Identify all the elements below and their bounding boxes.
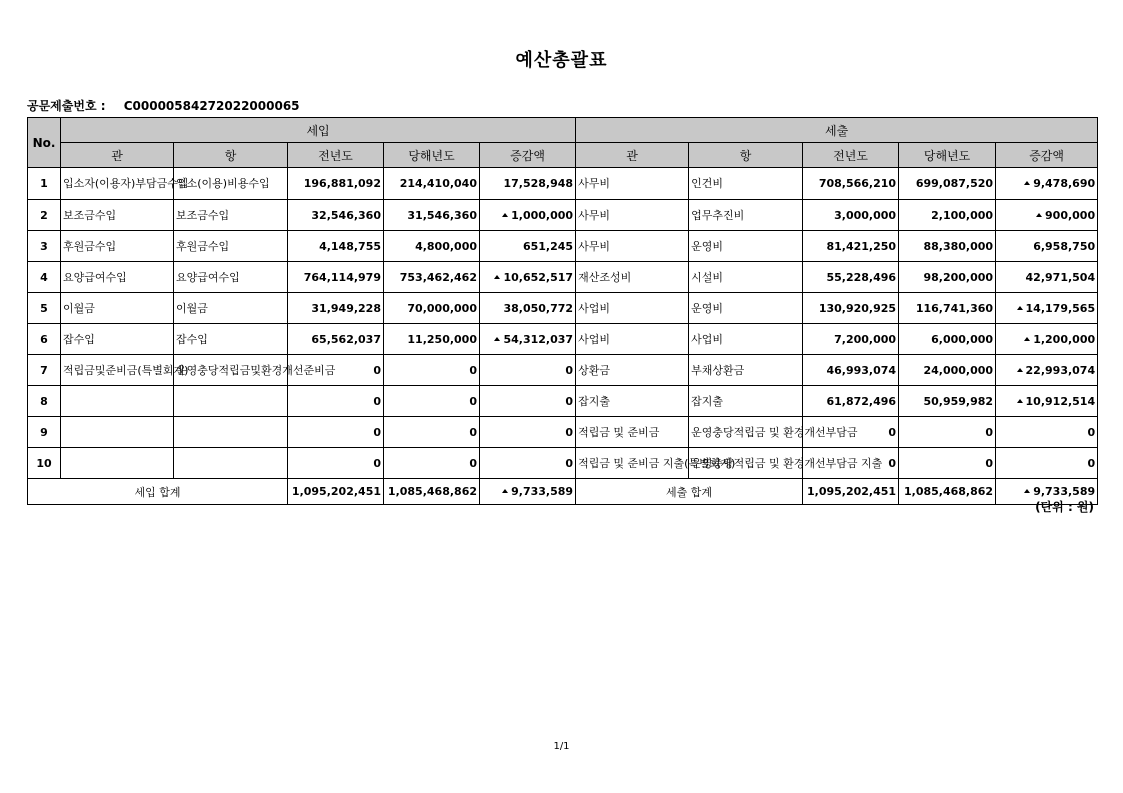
- expense-hang: 인건비: [689, 168, 803, 200]
- income-gwan: [61, 386, 174, 417]
- income-gwan: 적립금및준비금(특별회계): [61, 355, 174, 386]
- income-hang: 이월금: [174, 293, 288, 324]
- expense-diff-value: 14,179,565: [1025, 301, 1096, 315]
- income-hang: [174, 448, 288, 479]
- table-row: [28, 200, 1098, 231]
- expense-diff-value: 10,912,514: [1025, 394, 1096, 408]
- decrease-triangle-icon: [1024, 337, 1030, 341]
- unit-label: (단위 : 원): [1035, 500, 1094, 514]
- income-gwan: 요양급여수입: [61, 262, 174, 293]
- expense-gwan: 사무비: [576, 168, 689, 200]
- table-row: [28, 168, 1098, 200]
- income-diff: [480, 417, 576, 448]
- header-income-gwan: 관: [61, 143, 174, 168]
- income-total-diff: [480, 479, 576, 505]
- income-hang: 잡수입: [174, 324, 288, 355]
- income-diff-value: 651,245: [522, 239, 574, 253]
- income-hang: 보조금수입: [174, 200, 288, 231]
- page-title: 예산총괄표: [515, 50, 608, 71]
- total-row: [28, 479, 1098, 505]
- expense-diff: [996, 324, 1098, 355]
- expense-curr: 0: [899, 448, 996, 479]
- table-row: [28, 293, 1098, 324]
- doc-number-label: 공문제출번호 :: [27, 99, 106, 113]
- expense-hang: 업무추진비: [689, 200, 803, 231]
- income-curr: 0: [384, 355, 480, 386]
- doc-number: [27, 97, 300, 114]
- decrease-triangle-icon: [1036, 213, 1042, 217]
- income-diff-value: 17,528,948: [503, 177, 574, 190]
- expense-diff: [996, 231, 1098, 262]
- expense-curr: 50,959,982: [899, 386, 996, 417]
- expense-prev: 46,993,074: [803, 355, 899, 386]
- row-number: 6: [28, 324, 61, 355]
- row-number: 1: [28, 168, 61, 200]
- expense-diff-value: 9,478,690: [1033, 177, 1096, 190]
- page-number: 1/1: [553, 741, 570, 752]
- expense-gwan: 사무비: [576, 231, 689, 262]
- expense-hang: 잡지출: [689, 386, 803, 417]
- decrease-triangle-icon: [1017, 306, 1023, 310]
- income-hang: 운영충당적립금및환경개선준비금: [174, 355, 288, 386]
- income-prev: 0: [288, 448, 384, 479]
- income-prev: 4,148,755: [288, 231, 384, 262]
- row-number: 9: [28, 417, 61, 448]
- income-hang: 후원금수입: [174, 231, 288, 262]
- income-prev: 0: [288, 386, 384, 417]
- income-diff: [480, 262, 576, 293]
- expense-curr: 699,087,520: [899, 168, 996, 200]
- expense-prev: 708,566,210: [803, 168, 899, 200]
- expense-prev: 81,421,250: [803, 231, 899, 262]
- expense-hang: 운영충당적립금 및 환경개선부담금: [689, 417, 803, 448]
- header-income-prev: 전년도: [288, 143, 384, 168]
- doc-number-value: C00000584272022000065: [123, 99, 300, 113]
- header-expense-curr: 당해년도: [899, 143, 996, 168]
- income-diff-value: 1,000,000: [511, 208, 574, 222]
- income-diff-value: 0: [565, 456, 574, 470]
- expense-curr: 98,200,000: [899, 262, 996, 293]
- income-diff: [480, 231, 576, 262]
- header-expense: 세출: [576, 118, 1098, 143]
- expense-hang: 운영비: [689, 293, 803, 324]
- expense-diff: [996, 386, 1098, 417]
- income-prev: 764,114,979: [288, 262, 384, 293]
- row-number: 8: [28, 386, 61, 417]
- row-number: 3: [28, 231, 61, 262]
- expense-prev: 3,000,000: [803, 200, 899, 231]
- decrease-triangle-icon: [502, 213, 508, 217]
- income-total-prev: 1,095,202,451: [288, 479, 384, 505]
- expense-diff: [996, 262, 1098, 293]
- expense-total-diff-value: 9,733,589: [1033, 485, 1096, 498]
- income-gwan: 보조금수입: [61, 200, 174, 231]
- header-expense-gwan: 관: [576, 143, 689, 168]
- expense-curr: 116,741,360: [899, 293, 996, 324]
- income-diff-value: 54,312,037: [503, 332, 574, 346]
- expense-prev: 7,200,000: [803, 324, 899, 355]
- expense-prev: 0: [803, 417, 899, 448]
- expense-curr: 6,000,000: [899, 324, 996, 355]
- income-hang: [174, 417, 288, 448]
- income-diff: [480, 448, 576, 479]
- income-prev: 0: [288, 355, 384, 386]
- expense-prev: 130,920,925: [803, 293, 899, 324]
- income-prev: 31,949,228: [288, 293, 384, 324]
- header-income-hang: 항: [174, 143, 288, 168]
- expense-gwan: 사무비: [576, 200, 689, 231]
- income-curr: 214,410,040: [384, 168, 480, 200]
- expense-prev: 0: [803, 448, 899, 479]
- table-row: [28, 448, 1098, 479]
- expense-total-prev: 1,095,202,451: [803, 479, 899, 505]
- expense-diff: [996, 293, 1098, 324]
- header-no: No.: [28, 118, 61, 168]
- income-curr: 31,546,360: [384, 200, 480, 231]
- income-diff-value: 10,652,517: [503, 270, 574, 284]
- income-total-label: 세입 합계: [28, 479, 288, 505]
- income-total-curr: 1,085,468,862: [384, 479, 480, 505]
- expense-diff-value: 6,958,750: [1033, 239, 1096, 253]
- income-gwan: 잡수입: [61, 324, 174, 355]
- table-row: [28, 324, 1098, 355]
- expense-gwan: 적립금 및 준비금: [576, 417, 689, 448]
- income-gwan: 입소자(이용자)부담금수입: [61, 168, 174, 200]
- income-curr: 70,000,000: [384, 293, 480, 324]
- decrease-triangle-icon: [1017, 399, 1023, 403]
- expense-diff-value: 22,993,074: [1025, 363, 1096, 377]
- income-curr: 4,800,000: [384, 231, 480, 262]
- header-expense-prev: 전년도: [803, 143, 899, 168]
- expense-diff: [996, 355, 1098, 386]
- income-prev: 32,546,360: [288, 200, 384, 231]
- expense-prev: 61,872,496: [803, 386, 899, 417]
- income-curr: 11,250,000: [384, 324, 480, 355]
- income-diff: [480, 324, 576, 355]
- income-prev: 65,562,037: [288, 324, 384, 355]
- expense-hang: 시설비: [689, 262, 803, 293]
- income-gwan: 후원금수입: [61, 231, 174, 262]
- income-diff-value: 38,050,772: [503, 301, 574, 315]
- income-prev: 0: [288, 417, 384, 448]
- expense-total-label: 세출 합계: [576, 479, 803, 505]
- expense-diff-value: 0: [1087, 425, 1096, 439]
- income-prev: 196,881,092: [288, 168, 384, 200]
- budget-summary-table: [27, 117, 1098, 505]
- table-row: [28, 355, 1098, 386]
- income-diff: [480, 168, 576, 200]
- expense-curr: 2,100,000: [899, 200, 996, 231]
- expense-curr: 24,000,000: [899, 355, 996, 386]
- decrease-triangle-icon: [502, 489, 508, 493]
- expense-hang: 사업비: [689, 324, 803, 355]
- expense-gwan: 사업비: [576, 293, 689, 324]
- row-number: 7: [28, 355, 61, 386]
- expense-hang: 운영충당적립금 및 환경개선부담금 지출: [689, 448, 803, 479]
- expense-diff: [996, 200, 1098, 231]
- row-number: 2: [28, 200, 61, 231]
- decrease-triangle-icon: [1024, 489, 1030, 493]
- income-diff: [480, 293, 576, 324]
- row-number: 4: [28, 262, 61, 293]
- income-diff: [480, 200, 576, 231]
- expense-gwan: 적립금 및 준비금 지출(특별회계): [576, 448, 689, 479]
- expense-gwan: 재산조성비: [576, 262, 689, 293]
- income-hang: 입소(이용)비용수입: [174, 168, 288, 200]
- expense-diff: [996, 417, 1098, 448]
- expense-curr: 88,380,000: [899, 231, 996, 262]
- expense-diff-value: 42,971,504: [1025, 270, 1096, 284]
- income-diff: [480, 386, 576, 417]
- expense-diff-value: 900,000: [1045, 208, 1096, 222]
- row-number: 10: [28, 448, 61, 479]
- expense-diff-value: 0: [1087, 456, 1096, 470]
- header-expense-diff: 증감액: [996, 143, 1098, 168]
- income-curr: 0: [384, 448, 480, 479]
- income-gwan: [61, 417, 174, 448]
- header-income-diff: 증감액: [480, 143, 576, 168]
- table-row: [28, 417, 1098, 448]
- expense-prev: 55,228,496: [803, 262, 899, 293]
- decrease-triangle-icon: [494, 337, 500, 341]
- expense-diff: [996, 448, 1098, 479]
- expense-diff: [996, 168, 1098, 200]
- income-gwan: 이월금: [61, 293, 174, 324]
- income-diff-value: 0: [565, 425, 574, 439]
- income-curr: 753,462,462: [384, 262, 480, 293]
- expense-gwan: 잡지출: [576, 386, 689, 417]
- decrease-triangle-icon: [1017, 368, 1023, 372]
- expense-diff-value: 1,200,000: [1033, 332, 1096, 346]
- income-diff: [480, 355, 576, 386]
- income-diff-value: 0: [565, 363, 574, 377]
- income-gwan: [61, 448, 174, 479]
- expense-hang: 운영비: [689, 231, 803, 262]
- income-curr: 0: [384, 386, 480, 417]
- row-number: 5: [28, 293, 61, 324]
- income-hang: 요양급여수입: [174, 262, 288, 293]
- income-diff-value: 0: [565, 394, 574, 408]
- income-total-diff-value: 9,733,589: [511, 485, 574, 498]
- decrease-triangle-icon: [1024, 181, 1030, 185]
- expense-curr: 0: [899, 417, 996, 448]
- income-hang: [174, 386, 288, 417]
- income-curr: 0: [384, 417, 480, 448]
- expense-hang: 부채상환금: [689, 355, 803, 386]
- table-row: [28, 386, 1098, 417]
- header-expense-hang: 항: [689, 143, 803, 168]
- decrease-triangle-icon: [494, 275, 500, 279]
- table-row: [28, 231, 1098, 262]
- expense-gwan: 상환금: [576, 355, 689, 386]
- table-row: [28, 262, 1098, 293]
- header-income: 세입: [61, 118, 576, 143]
- expense-total-curr: 1,085,468,862: [899, 479, 996, 505]
- header-income-curr: 당해년도: [384, 143, 480, 168]
- expense-gwan: 사업비: [576, 324, 689, 355]
